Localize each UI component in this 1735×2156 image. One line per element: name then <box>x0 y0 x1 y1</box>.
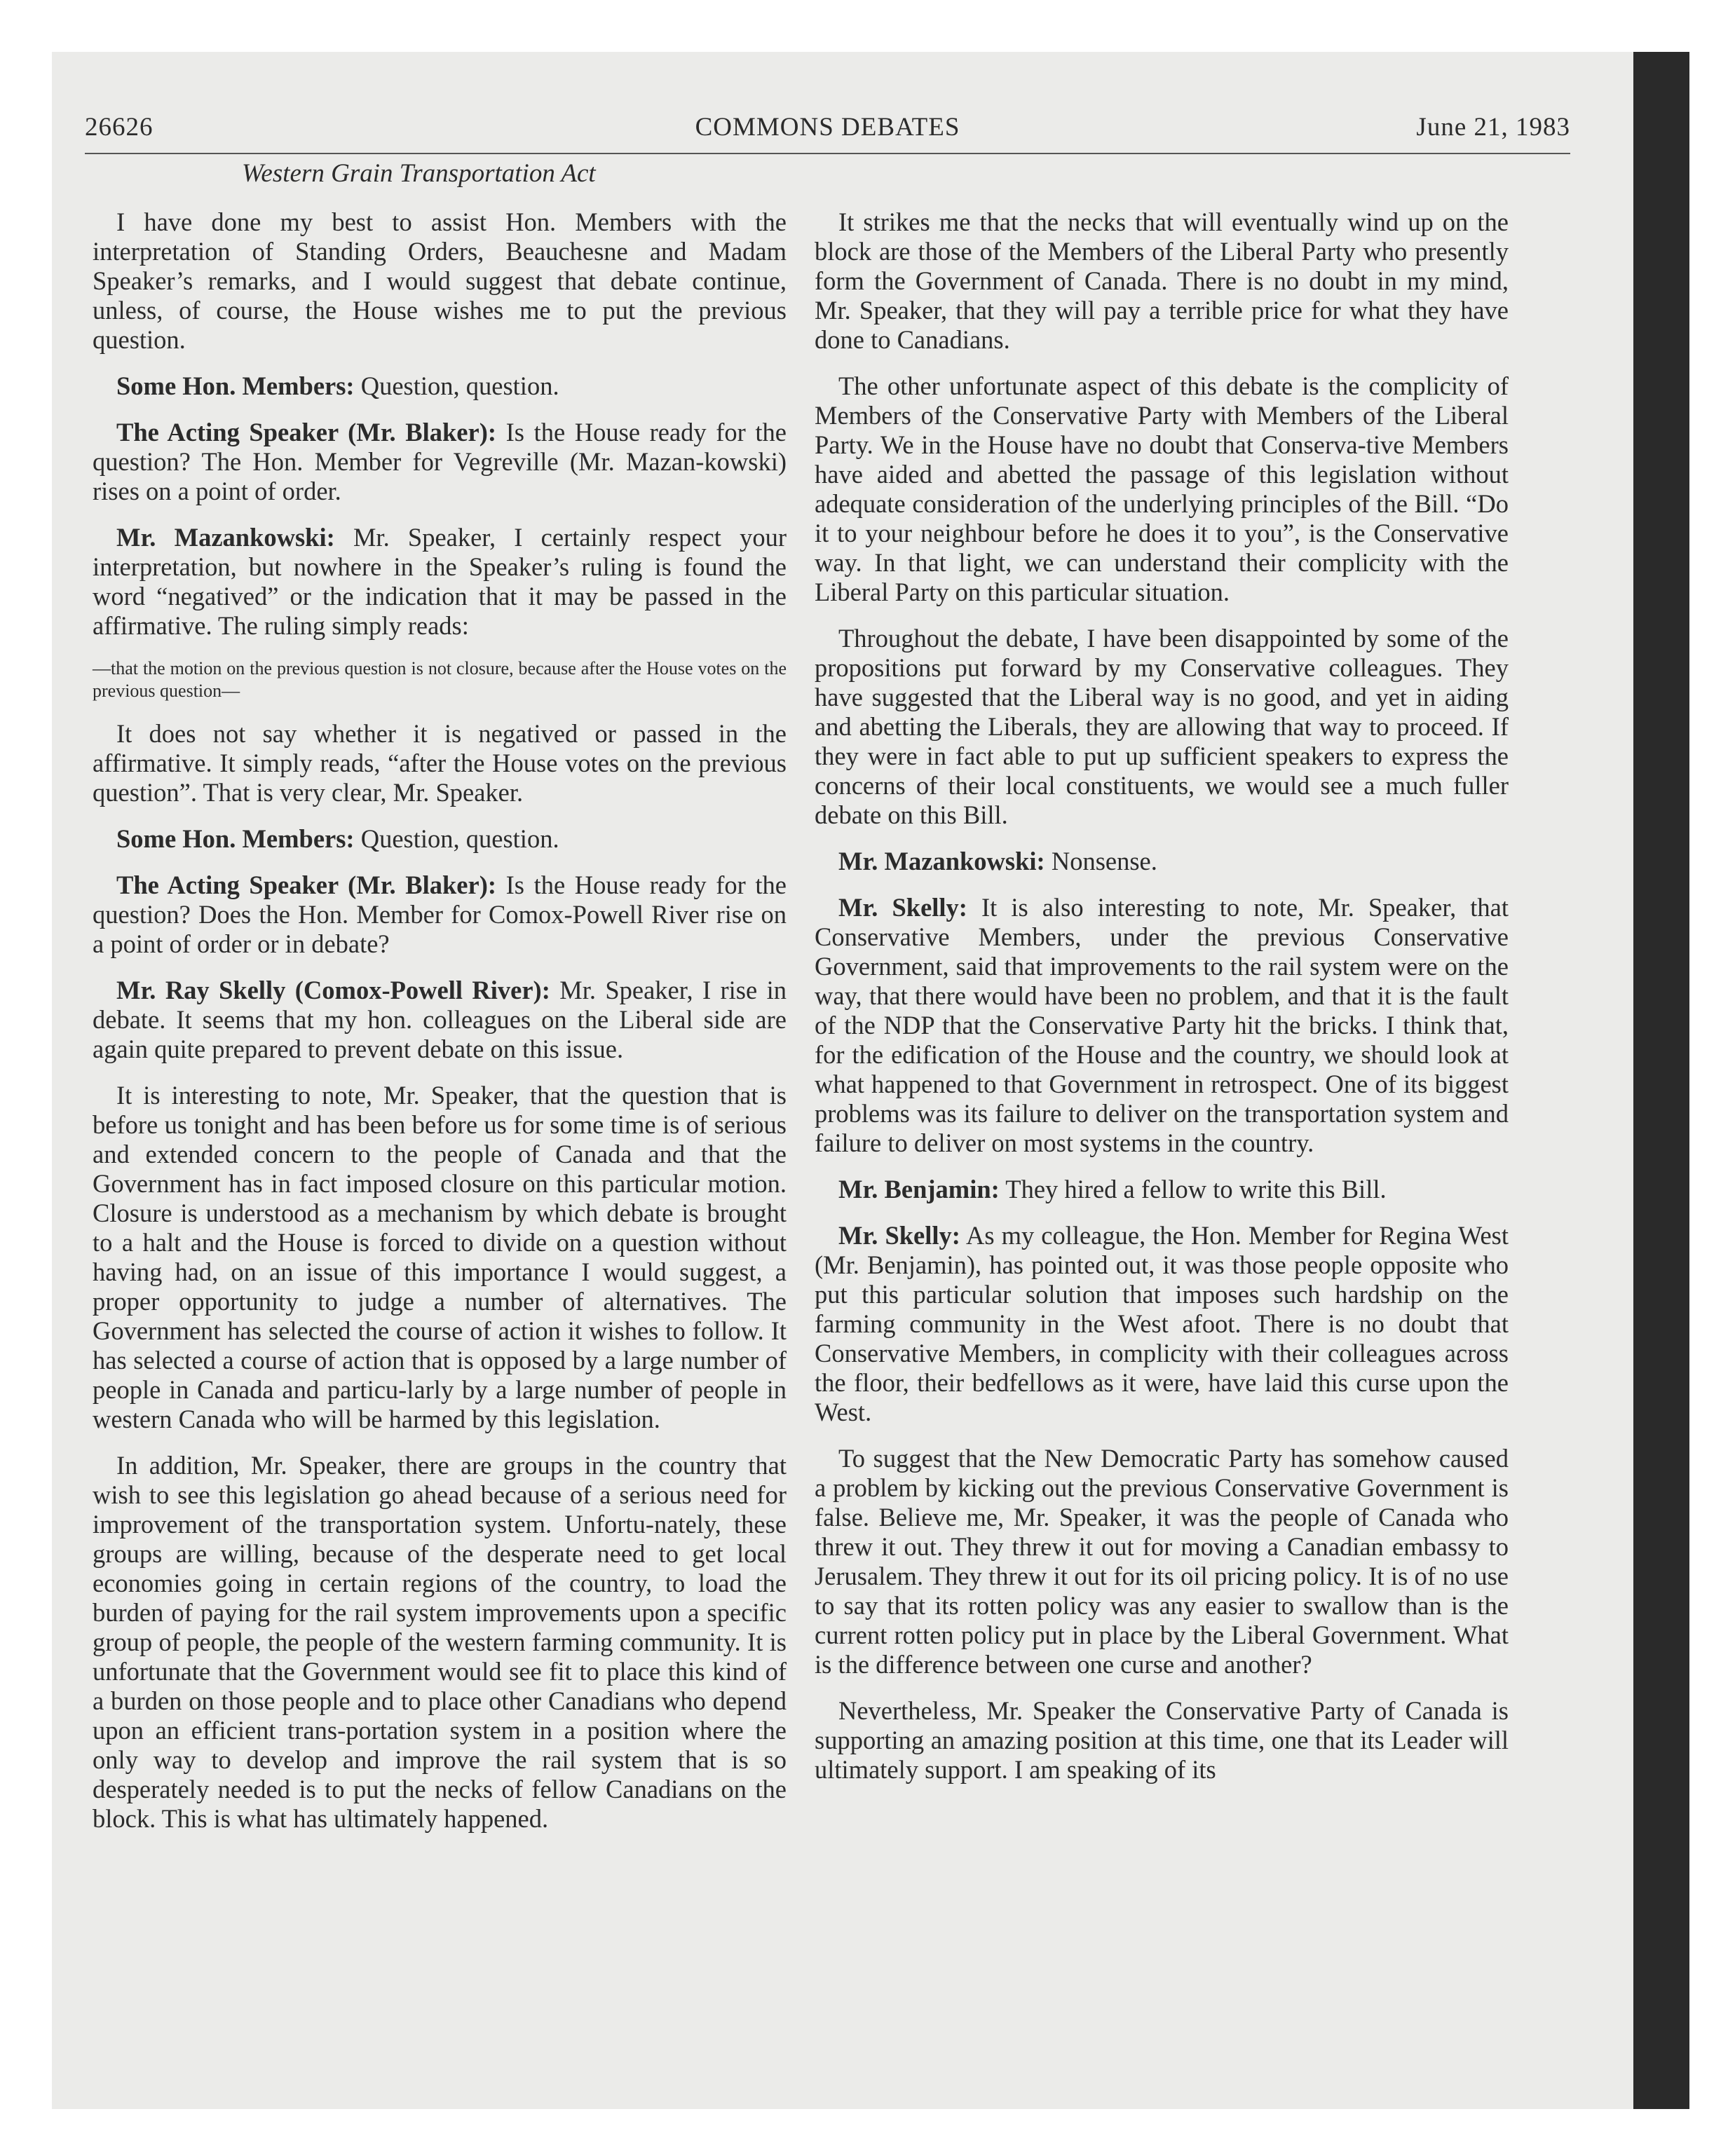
speech-text: Mr. Speaker, I rise in debate. It seems that my hon. colleagues on the Liberal side are again quite prepared to prevent debate on this issue. <box>93 976 787 1063</box>
paragraph <box>815 893 1509 1158</box>
page-header <box>85 112 1570 154</box>
paragraph: I have done my best to assist Hon. Members with the interpretation of Standing Orders, Beauchesne and Madam Speaker’s remarks, and I would suggest that debate continue, unless, of course, the House wishes me to put the previous question. <box>93 207 787 354</box>
page-number: 26626 <box>85 113 154 142</box>
speaker-name: Some Hon. Members: <box>116 371 355 400</box>
paragraph <box>815 1221 1509 1427</box>
paragraph: It is interesting to note, Mr. Speaker, that the question that is before us tonight and has been before us for some time is of serious and extended concern to the people of Canada and that the Government has in fact imposed closure on this particular motion. Closure is understood as a mechanism by which debate is brought to a halt and the House is forced to divide on a question without having had, on an issue of this importance I would suggest, a proper opportunity to judge a number of alternatives. The Government has selected the course of action it wishes to follow. It has selected a course of action that is opposed by a large number of people in Canada and particu-larly by a large number of people in western Canada who will be harmed by this legislation. <box>93 1081 787 1433</box>
paragraph <box>93 824 787 854</box>
publication-date: June 21, 1983 <box>1416 113 1570 142</box>
paragraph: To suggest that the New Democratic Party has somehow caused a problem by kicking out the previous Conservative Government is false. Believe me, Mr. Speaker, it was the people of Canada who threw it out. They threw it out for moving a Canadian embassy to Jerusalem. They threw it out for its oil pricing policy. It is of no use to say that its rotten policy was any easier to swallow than is the current rotten policy put in place by the Liberal Government. What is the difference between one curse and another? <box>815 1444 1509 1679</box>
speech-text: Question, question. <box>354 824 559 853</box>
paragraph <box>93 523 787 641</box>
paragraph: Nevertheless, Mr. Speaker the Conservative Party of Canada is supporting an amazing position at this time, one that its Leader will ultimately support. I am speaking of its <box>815 1696 1509 1784</box>
speech-text: They hired a fellow to write this Bill. <box>999 1175 1387 1203</box>
speaker-name: Mr. Ray Skelly (Comox-Powell River): <box>116 976 550 1004</box>
paragraph: It strikes me that the necks that will eventually wind up on the block are those of the Members of the Liberal Party who presently form the Government of Canada. There is no doubt in my mind, Mr. Speaker, that they will pay a terrible price for what they have done to Canadians. <box>815 207 1509 354</box>
speech-text: Is the House ready for the question? Does the Hon. Member for Comox-Powell River rise on a point of order or in debate? <box>93 871 787 958</box>
speech-text: Mr. Speaker, I certainly respect your interpretation, but nowhere in the Speaker’s ruling is found the word “negatived” or the indication that it may be passed in the affirmative. The ruling simply reads: <box>93 523 787 640</box>
speech-text: Question, question. <box>354 371 559 400</box>
quotation: —that the motion on the previous question is not closure, because after the House votes on the previous question— <box>93 658 787 701</box>
speech-text: Nonsense. <box>1045 847 1157 875</box>
speech-text: It is also interesting to note, Mr. Speaker, that Conservative Members, under the previous Conservative Government, said that improvements to the rail system were on the way, that there would have been no problem, and that it is the fault of the NDP that the Conservative Party hit the bricks. I think that, for the edification of the House and the country, we should look at what happened to that Government in retrospect. One of its biggest problems was its failure to deliver on the transportation system and failure to deliver on most systems in the country. <box>815 893 1509 1157</box>
paragraph <box>93 976 787 1064</box>
paragraph <box>93 871 787 959</box>
paragraph: It does not say whether it is negatived or passed in the affirmative. It simply reads, “after the House votes on the previous question”. That is very clear, Mr. Speaker. <box>93 719 787 807</box>
paragraph <box>815 1175 1509 1204</box>
right-column <box>815 207 1509 1801</box>
speaker-name: Mr. Skelly: <box>838 893 967 922</box>
speech-text: As my colleague, the Hon. Member for Regina West (Mr. Benjamin), has pointed out, it was those people opposite who put this particular solution that imposes such hardship on the farming community in the West afoot. There is no doubt that Conservative Members, in complicity with their colleagues across the floor, their bedfellows as it were, have laid this curse upon the West. <box>815 1221 1509 1426</box>
speaker-name: Some Hon. Members: <box>116 824 355 853</box>
section-title: Western Grain Transportation Act <box>242 159 596 188</box>
speaker-name: Mr. Mazankowski: <box>838 847 1045 875</box>
speaker-name: Mr. Mazankowski: <box>116 523 335 552</box>
paragraph: In addition, Mr. Speaker, there are groups in the country that wish to see this legislation go ahead because of a serious need for improvement of the transportation system. Unfortu-nately, these groups are willing, because of the desperate need to get local economies going in certain regions of the country, to load the burden of paying for the rail system improvements upon a specific group of people, the people of the western farming community. It is unfortunate that the Government would see fit to place this kind of a burden on those people and to place other Canadians who depend upon an efficient trans-portation system in a position where the only way to develop and improve the rail system that is so desperately needed is to put the necks of fellow Canadians on the block. This is what has ultimately happened. <box>93 1451 787 1833</box>
speaker-name: Mr. Skelly: <box>838 1221 960 1250</box>
left-column <box>93 207 787 1850</box>
paragraph: The other unfortunate aspect of this debate is the complicity of Members of the Conservative Party with Members of the Liberal Party. We in the House have no doubt that Conserva-tive Members have aided and abetted the passage of this legislation without adequate consideration of the underlying principles of the Bill. “Do it to your neighbour before he does it to you”, is the Conservative way. In that light, we can understand their complicity with the Liberal Party on this particular situation. <box>815 371 1509 606</box>
paragraph <box>93 371 787 401</box>
paragraph <box>815 847 1509 876</box>
publication-title: COMMONS DEBATES <box>695 113 960 142</box>
speaker-name: The Acting Speaker (Mr. Blaker): <box>116 871 497 899</box>
speaker-name: The Acting Speaker (Mr. Blaker): <box>116 418 497 446</box>
paragraph: Throughout the debate, I have been disappointed by some of the propositions put forward by my Conservative colleagues. They have suggested that the Liberal way is no good, and yet in aiding and abetting the Liberals, they are allowing that way to proceed. If they were in fact able to put up sufficient speakers to express the concerns of their local constituents, we would see a much fuller debate on this Bill. <box>815 624 1509 829</box>
paragraph <box>93 418 787 506</box>
scan-edge-bar <box>1633 52 1689 2109</box>
speaker-name: Mr. Benjamin: <box>838 1175 1000 1203</box>
speech-text: Is the House ready for the question? The Hon. Member for Vegreville (Mr. Mazan-kowski) rises on a point of order. <box>93 418 787 505</box>
